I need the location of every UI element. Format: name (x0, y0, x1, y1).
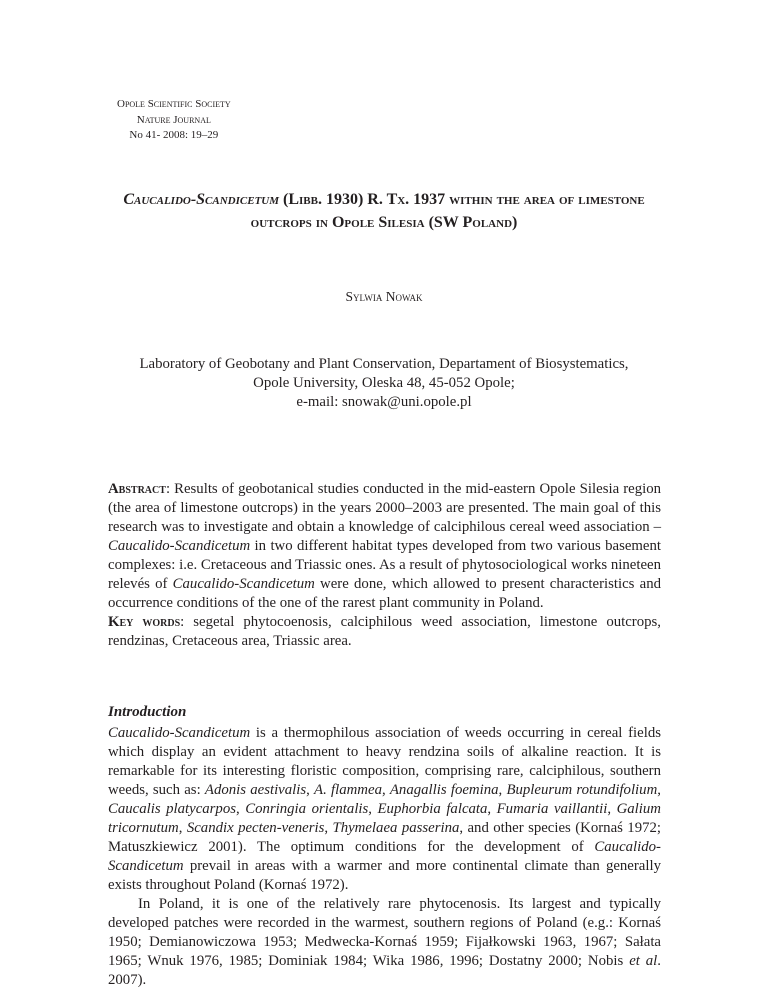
author-name: Sylwia Nowak (345, 289, 423, 304)
journal-name: Nature Journal (136, 113, 211, 126)
species-name: Thymelaea passerina (332, 820, 460, 836)
intro-p2-italic: et al (629, 953, 658, 969)
journal-header (117, 97, 231, 144)
introduction-paragraph-1 (108, 724, 661, 895)
species-name: Caucalis platycarpos (108, 801, 236, 817)
title-middle: (Libb. 1930) R. Tx. 1937 within the area of limestone outcrops in (250, 191, 645, 231)
affiliation-email: e-mail: snowak@uni.opole.pl (296, 394, 472, 410)
species-list: Adonis aestivalis, A. flammea, Anagallis foemina, Bupleurum rotundifolium, Caucalis platycarpos, Conringia orientalis, Euphorbia falcata, Fumaria vaillantii, Galium tricornutum, Scandix pecten-veneris, Thymelaea passerina (108, 782, 661, 836)
affiliation-line-1: Laboratory of Geobotany and Plant Conservation, Departament of Biosystematics, (139, 356, 629, 372)
intro-p2-text-2: . 2007). (108, 953, 661, 988)
title-end: Opole Silesia (SW Poland) (331, 214, 518, 231)
abstract-label: Abstract (108, 481, 166, 497)
journal-issue: No 41- 2008: 19–29 (129, 129, 219, 141)
species-name: Euphorbia falcata (377, 801, 488, 817)
journal-society: Opole Scientific Society (117, 98, 231, 110)
keywords (108, 613, 661, 651)
introduction-heading: Introduction (108, 704, 187, 720)
introduction-body (108, 724, 661, 990)
intro-p1-text-2: , and other species (Kornaś 1972; Matuszkiewicz 2001). The optimum conditions for the development of (108, 820, 662, 855)
affiliation-line-2: Opole University, Oleska 48, 45-052 Opole; (253, 375, 515, 391)
species-name: Galium tricornutum (108, 801, 661, 836)
species-name: Anagallis foemina (389, 782, 499, 798)
intro-p1-text-3: prevail in areas with a warmer and more continental climate than generally exists throughout Poland (Kornaś 1972). (108, 858, 661, 893)
introduction-paragraph-2 (108, 895, 661, 990)
species-name: Conringia orientalis (245, 801, 369, 817)
species-name: Bupleurum rotundifolium (506, 782, 658, 798)
species-name: Scandix pecten-veneris (186, 820, 325, 836)
title-association-name: Caucalido-Scandicetum (123, 191, 280, 208)
abstract (108, 480, 661, 613)
affiliation (80, 355, 688, 412)
intro-p1-italic-start: Caucalido-Scandicetum (108, 725, 251, 741)
paper-title (100, 188, 668, 234)
species-name: A. flammea (314, 782, 382, 798)
species-name: Fumaria vaillantii (496, 801, 608, 817)
keywords-text: : segetal phytocoenosis, calciphilous weed association, limestone outcrops, rendzinas, Cretaceous area, Triassic area. (108, 614, 661, 649)
species-name: Adonis aestivalis (204, 782, 307, 798)
abstract-text-3: were done, which allowed to present characteristics and occurrence conditions of the one of the rarest plant community in Poland. (108, 576, 661, 611)
keywords-label: Key words (108, 614, 181, 630)
abstract-text-1: : Results of geobotanical studies conducted in the mid-eastern Opole Silesia region (the area of limestone outcrops) in the years 2000–2003 are presented. The main goal of this research was to investigate and obtain a knowledge of calciphilous cereal weed association – (108, 481, 661, 535)
abstract-text-2: in two different habitat types developed from two various basement complexes: i.e. Cretaceous and Triassic ones. As a result of phytosociological works nineteen relevés of (108, 538, 661, 592)
intro-p2-text-1: In Poland, it is one of the relatively rare phytocenosis. Its largest and typically developed patches were recorded in the warmest, southern regions of Poland (e.g.: Kornaś 1950; Demianowiczowa 1953; Medwecka-Kornaś 1959; Fijałkowski 1963, 1967; Sałata 1965; Wnuk 1976, 1985; Dominiak 1984; Wika 1986, 1996; Dostatny 2000; Nobis (108, 896, 661, 969)
abstract-italic-2: Caucalido-Scandicetum (172, 576, 315, 592)
abstract-italic-1: Caucalido-Scandicetum (108, 538, 251, 554)
intro-p1-text-1: is a thermophilous association of weeds occurring in cereal fields which display an evident attachment to heavy rendzina soils of alkaline reaction. It is remarkable for its interesting floristic composition, comprising rare, calciphilous, southern weeds, such as: (108, 725, 661, 798)
intro-p1-italic-mid: Caucalido-Scandicetum (108, 839, 661, 874)
